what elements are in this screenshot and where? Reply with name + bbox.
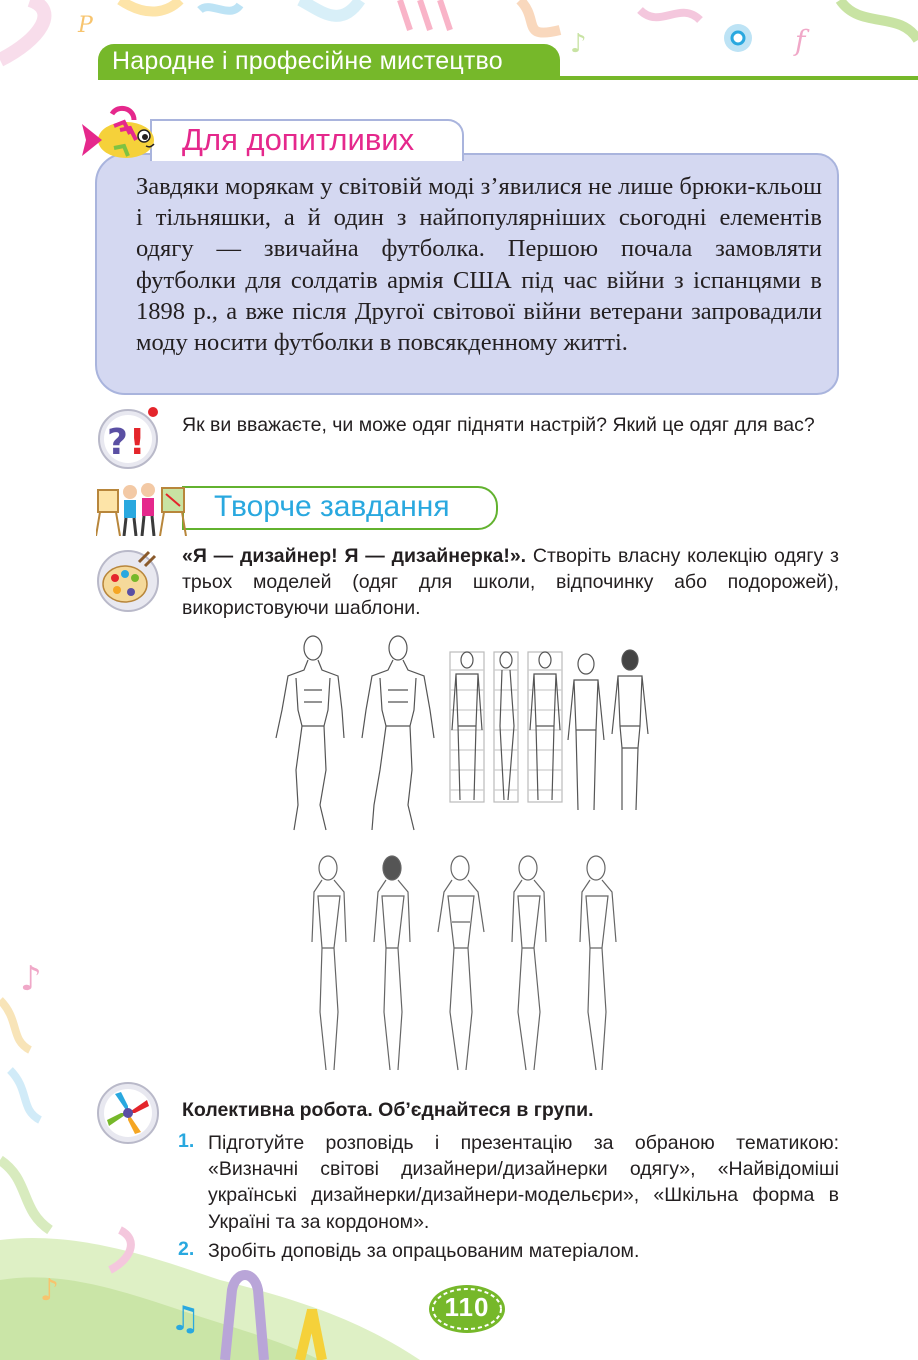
svg-text:♪: ♪ xyxy=(570,29,587,59)
male-figure-1 xyxy=(276,636,344,830)
fish-icon xyxy=(74,104,162,166)
svg-text:?: ? xyxy=(107,422,128,463)
question-exclamation-icon xyxy=(95,404,161,470)
male-figure-2 xyxy=(362,636,434,830)
svg-text:♫: ♫ xyxy=(170,1299,201,1339)
task-text xyxy=(182,543,839,621)
curious-title: Для допитливих xyxy=(182,122,415,157)
svg-text:P: P xyxy=(78,13,93,38)
creative-title: Творче завдання xyxy=(214,490,450,523)
list-number-2: 2. xyxy=(178,1238,195,1260)
question-text: Як ви вважаєте, чи може одяг підняти настрій? Який це одяг для вас? xyxy=(182,414,815,436)
header-underline xyxy=(98,76,918,80)
male-figure-5 xyxy=(568,654,604,810)
painting-kids-icon xyxy=(96,480,188,536)
svg-text:!: ! xyxy=(129,422,146,463)
list-item-1: Підготуйте розповідь і презентацію за обраною тематикою: «Визначні світові дизайнери/дизайнерки одягу», «Найвідоміші українські дизайнерки/дизайнери-модельєри», «Шкільна форма в Україні та за кордоном». xyxy=(208,1132,839,1233)
male-figure-6 xyxy=(612,650,648,810)
list-item-2: Зробіть доповідь за опрацьованим матеріалом. xyxy=(208,1240,640,1262)
task-bold: «Я — дизайнер! Я — дизайнерка!». xyxy=(182,545,527,567)
list-number-1: 1. xyxy=(178,1130,195,1152)
page-number: 110 xyxy=(444,1292,490,1322)
svg-text:f: f xyxy=(795,24,806,57)
curious-text: Завдяки морякам у світовій моді з’явилися не лише брюки-кльош і тільняшки, а й один з найпопулярніших сьогодні елементів одягу — звичайна футболка. Першою почала замовляти футболки для солдатів армія США під час війни з іспанцями в 1898 р., а вже після Другої світової війни ветерани запровадили моду носити футболки в повсякденному житті. xyxy=(136,173,822,357)
task-description: Створіть власну колекцію одягу з трьох моделей (одяг для школи, відпочинку або подорожей), використовуючи шаблони. xyxy=(182,545,839,619)
male-figure-templates xyxy=(268,630,658,835)
svg-text:♪: ♪ xyxy=(40,1273,60,1308)
svg-text:♪: ♪ xyxy=(20,959,42,999)
male-figure-grid-front xyxy=(450,652,484,802)
male-figure-grid-back xyxy=(528,652,562,802)
section-title: Народне і професійне мистецтво xyxy=(112,47,503,75)
male-figure-grid-side xyxy=(494,652,518,802)
group-work-title: Колективна робота. Об’єднайтеся в групи. xyxy=(182,1099,594,1121)
palette-brushes-icon xyxy=(95,548,161,614)
